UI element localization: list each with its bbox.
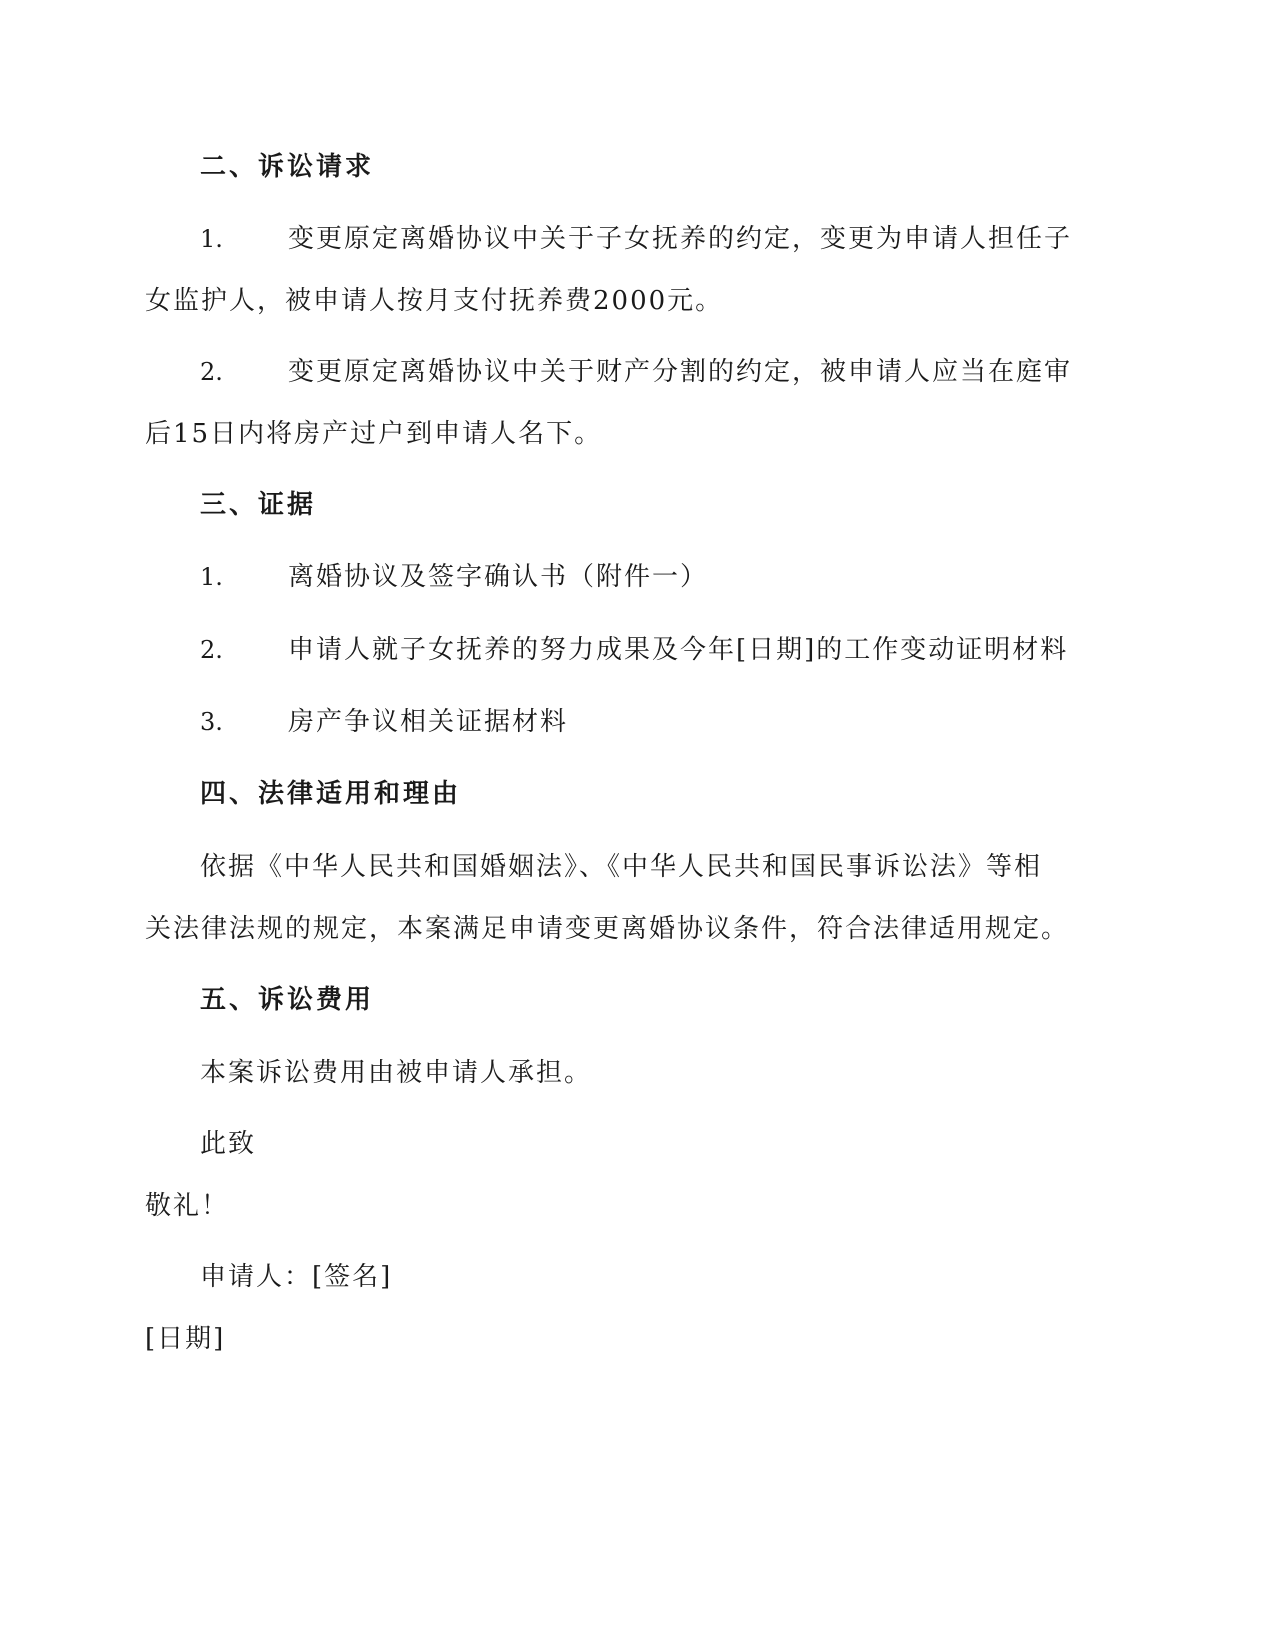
- section-heading-claims: 二、诉讼请求: [200, 152, 375, 182]
- evidence-1-text: 离婚协议及签字确认书（附件一）: [288, 562, 709, 592]
- legal-basis-line-2: 关法律法规的规定，本案满足申请变更离婚协议条件，符合法律适用规定。: [145, 914, 1070, 944]
- claim-1-number: 1.: [200, 225, 223, 253]
- section-heading-evidence: 三、证据: [200, 490, 317, 520]
- applicant-signature: 申请人：[签名]: [200, 1262, 393, 1292]
- claim-2-number: 2.: [200, 358, 223, 386]
- evidence-3-text: 房产争议相关证据材料: [288, 707, 569, 737]
- legal-basis-line-1: 依据《中华人民共和国婚姻法》、《中华人民共和国民事诉讼法》等相: [200, 852, 1043, 882]
- evidence-1-number: 1.: [200, 563, 223, 591]
- evidence-2-text: 申请人就子女抚养的努力成果及今年[日期]的工作变动证明材料: [288, 635, 1069, 665]
- evidence-2-number: 2.: [200, 636, 223, 664]
- claim-2-line-1: 变更原定离婚协议中关于财产分割的约定，被申请人应当在庭审: [288, 357, 1073, 387]
- claim-2-line-2: 后15日内将房产过户到申请人名下。: [145, 419, 603, 449]
- section-heading-legal-basis: 四、法律适用和理由: [200, 779, 462, 809]
- claim-1-line-2: 女监护人，被申请人按月支付抚养费2000元。: [145, 286, 724, 316]
- closing-salutation: 此致: [200, 1129, 257, 1159]
- signature-date: [日期]: [145, 1324, 226, 1354]
- section-heading-litigation-fees: 五、诉讼费用: [200, 985, 375, 1015]
- closing-regards: 敬礼！: [145, 1191, 230, 1221]
- evidence-3-number: 3.: [200, 708, 223, 736]
- litigation-fees-text: 本案诉讼费用由被申请人承担。: [200, 1058, 593, 1088]
- claim-1-line-1: 变更原定离婚协议中关于子女抚养的约定，变更为申请人担任子: [288, 224, 1073, 254]
